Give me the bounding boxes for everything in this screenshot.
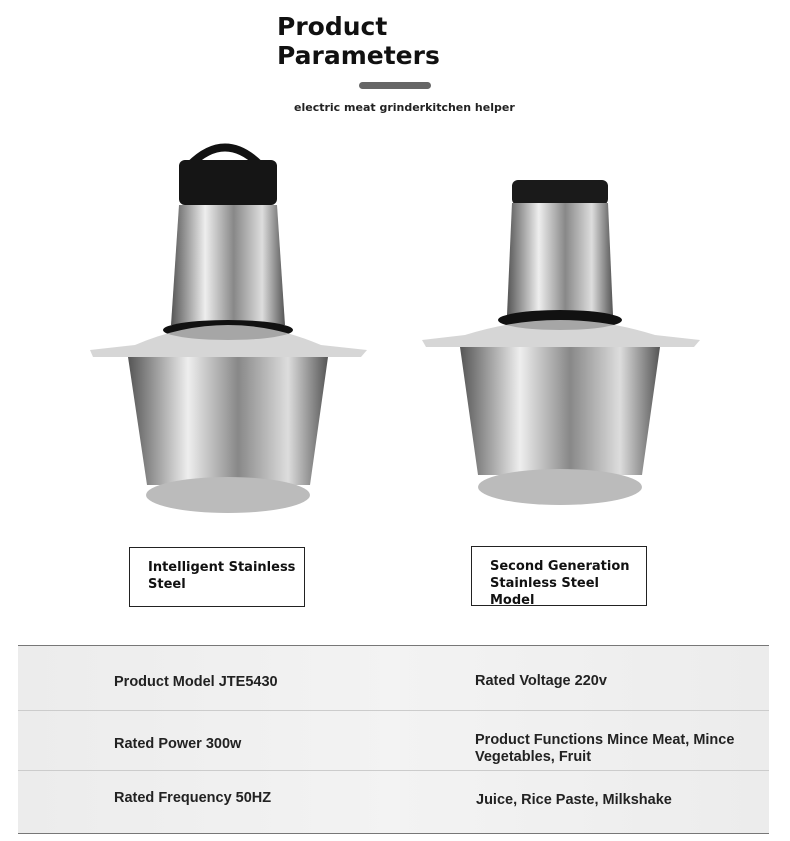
grinder-image-2 (420, 175, 705, 515)
page-title: Product Parameters (277, 12, 440, 70)
title-underline (359, 82, 431, 89)
table-row: Rated Power 300w Product Functions Mince Meat, Mince Vegetables, Fruit (18, 711, 769, 771)
page-subtitle: electric meat grinderkitchen helper (294, 101, 515, 114)
grinder-image-1 (85, 135, 375, 520)
table-row: Product Model JTE5430 Rated Voltage 220v (18, 646, 769, 711)
parameters-table (18, 645, 769, 834)
product-label-1: Intelligent Stainless Steel (129, 547, 305, 607)
product-label-2: Second Generation Stainless Steel Model (471, 546, 647, 606)
table-row: Rated Frequency 50HZ Juice, Rice Paste, Milkshake (114, 790, 672, 808)
